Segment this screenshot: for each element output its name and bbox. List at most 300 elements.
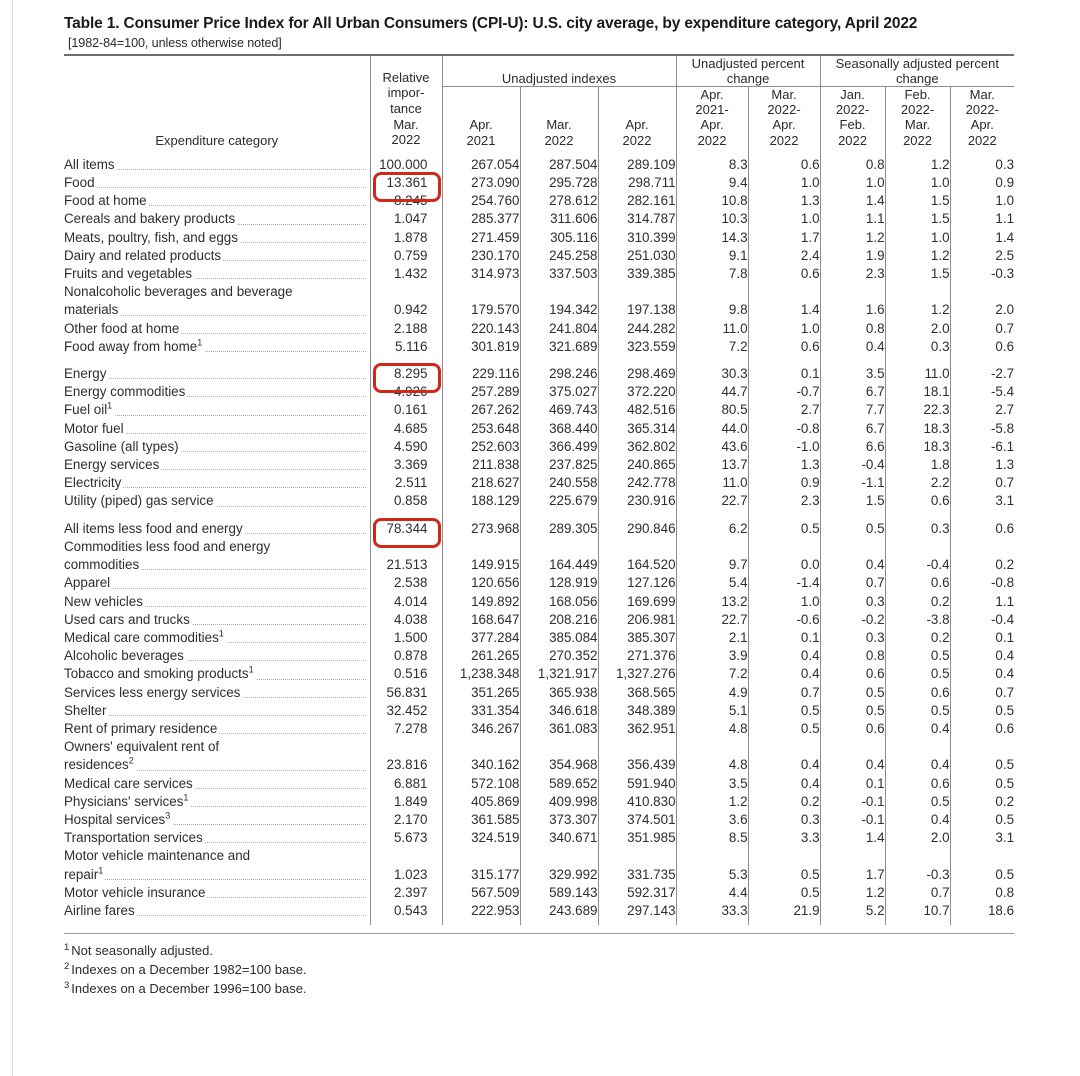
cell-value: 0.5 <box>820 702 885 720</box>
cell-value: 230.916 <box>598 492 676 510</box>
table-row <box>64 593 1014 611</box>
row-label: Meats, poultry, fish, and eggs <box>64 229 370 247</box>
table-row <box>64 793 1014 811</box>
table-row <box>64 611 1014 629</box>
cell-value: 164.520 <box>598 556 676 574</box>
cell-value: 1.5 <box>820 492 885 510</box>
row-label: Fruits and vegetables <box>64 265 370 283</box>
row-label: Other food at home <box>64 320 370 338</box>
cell-value: 0.7 <box>885 884 950 902</box>
cell-value: 290.846 <box>598 520 676 538</box>
cell-value: 361.083 <box>520 720 598 738</box>
cell-value: 4.9 <box>676 684 748 702</box>
cell-value: 361.585 <box>442 811 520 829</box>
cell-value: 1,321.917 <box>520 665 598 683</box>
cell-relative-importance: 32.452 <box>370 702 442 720</box>
row-value-empty <box>950 847 1014 865</box>
cell-relative-importance: 23.816 <box>370 756 442 774</box>
row-value-empty <box>748 847 820 865</box>
cell-value: 278.612 <box>520 192 598 210</box>
table-row <box>64 884 1014 902</box>
row-value-empty <box>885 847 950 865</box>
header-col-apr-2022 <box>598 87 676 148</box>
cell-value: 251.030 <box>598 247 676 265</box>
row-label: Food away from home$^1$ <box>64 338 370 356</box>
cell-value: 0.4 <box>995 648 1015 664</box>
cell-value: 0.3 <box>820 593 885 611</box>
row-label: Fuel oil$^1$ <box>64 401 370 419</box>
row-value-empty <box>676 847 748 865</box>
cell-value: 340.162 <box>442 756 520 774</box>
footnote-text: Not seasonally adjusted. <box>71 943 213 959</box>
cell-value: 374.501 <box>598 811 676 829</box>
cell-value: 30.3 <box>676 365 748 383</box>
cell-value: 3.3 <box>748 829 820 847</box>
ri-line-2: impor- <box>387 85 425 101</box>
row-value-empty <box>748 283 820 301</box>
cell-value: -0.4 <box>885 556 950 574</box>
row-label-line1: Owners' equivalent rent of <box>64 739 220 755</box>
table-row <box>64 574 1014 592</box>
cell-value: 315.177 <box>442 866 520 884</box>
row-value-empty <box>370 847 442 865</box>
cell-value: 9.1 <box>676 247 748 265</box>
cell-value: 1.2 <box>885 156 950 174</box>
cell-value: 0.7 <box>748 684 820 702</box>
cell-value: 164.449 <box>520 556 598 574</box>
subhead-line: Apr. <box>625 117 649 133</box>
cell-value: 271.459 <box>442 229 520 247</box>
cell-value: 3.6 <box>676 811 748 829</box>
row-label-line2: commodities <box>64 556 370 574</box>
cell-value: 254.760 <box>442 192 520 210</box>
table-row <box>64 229 1014 247</box>
cell-value: -1.4 <box>748 574 820 592</box>
cell-value: 385.084 <box>520 629 598 647</box>
cell-value: 18.3 <box>885 438 950 456</box>
cell-value: 1.4 <box>820 829 885 847</box>
cell-relative-importance: 2.170 <box>370 811 442 829</box>
row-label: Energy services <box>64 456 370 474</box>
cell-value: 0.8 <box>995 884 1015 900</box>
footnote-list <box>64 941 1016 998</box>
table-row <box>64 902 1014 920</box>
cell-relative-importance: 4.590 <box>370 438 442 456</box>
cell-value: 252.603 <box>442 438 520 456</box>
cell-value: 7.2 <box>676 338 748 356</box>
cell-value: 1.0 <box>885 229 950 247</box>
cell-value: 2.0 <box>885 320 950 338</box>
cell-value: 9.4 <box>676 174 748 192</box>
row-label-line2: residences$^2$ <box>64 756 370 774</box>
cell-value: 1.4 <box>995 229 1015 245</box>
cell-value: 1.0 <box>995 193 1015 209</box>
cell-value: 314.787 <box>598 210 676 228</box>
subhead-line: Feb. <box>904 87 931 103</box>
cell-value: 0.3 <box>995 156 1015 172</box>
cell-relative-importance: 4.038 <box>370 611 442 629</box>
cell-value: 0.4 <box>748 775 820 793</box>
footnote-text: Indexes on a December 1982=100 base. <box>71 962 307 978</box>
cell-value: 0.5 <box>995 811 1015 827</box>
cell-value: 1.6 <box>820 301 885 319</box>
cell-value: 11.0 <box>676 320 748 338</box>
cell-value: 0.2 <box>995 557 1015 573</box>
subhead-line: Mar. <box>969 87 995 103</box>
cell-value: 188.129 <box>442 492 520 510</box>
subhead-line: Mar. <box>904 117 931 133</box>
cell-value: 225.679 <box>520 492 598 510</box>
cell-value: 253.648 <box>442 420 520 438</box>
row-label: All items less food and energy <box>64 520 370 538</box>
table-row <box>64 829 1014 847</box>
cell-value: 311.606 <box>520 210 598 228</box>
cell-value: 331.735 <box>598 866 676 884</box>
row-label: Hospital services$^3$ <box>64 811 370 829</box>
cell-value: 1.2 <box>820 884 885 902</box>
cell-value: 2.0 <box>885 829 950 847</box>
cell-value: 13.7 <box>676 456 748 474</box>
cell-value: 13.2 <box>676 593 748 611</box>
cell-value: 1.5 <box>885 265 950 283</box>
cell-value: 346.267 <box>442 720 520 738</box>
row-value-empty <box>598 283 676 301</box>
subhead-line: Mar. <box>771 87 797 103</box>
footnote-marker: 2 <box>64 960 70 972</box>
cell-value: 128.919 <box>520 574 598 592</box>
cell-value: 0.4 <box>820 756 885 774</box>
row-value-empty <box>598 538 676 556</box>
cell-value: 1.3 <box>748 192 820 210</box>
cell-value: 218.627 <box>442 474 520 492</box>
cell-value: 0.5 <box>995 866 1015 882</box>
cell-value: 1.0 <box>748 174 820 192</box>
cell-value: 385.307 <box>598 629 676 647</box>
cell-value: 1.0 <box>748 593 820 611</box>
row-label: Apparel <box>64 574 370 592</box>
row-label: All items <box>64 156 370 174</box>
cell-value: 339.385 <box>598 265 676 283</box>
cell-value: 589.143 <box>520 884 598 902</box>
cell-value: 0.6 <box>748 338 820 356</box>
cell-value: 1.3 <box>748 456 820 474</box>
row-value-empty <box>442 847 520 865</box>
subhead-line: Jan. <box>840 87 865 103</box>
cell-value: 6.2 <box>676 520 748 538</box>
cell-value: 3.9 <box>676 647 748 665</box>
cell-value: -0.2 <box>820 611 885 629</box>
row-value-empty <box>748 738 820 756</box>
cell-value: 0.4 <box>995 666 1015 682</box>
ri-line-3: tance <box>390 101 422 117</box>
cell-value: 22.3 <box>885 401 950 419</box>
cell-value: 482.516 <box>598 401 676 419</box>
cell-value: 2.1 <box>676 629 748 647</box>
subhead-line: 2022 <box>697 132 727 148</box>
row-label: Energy <box>64 365 370 383</box>
table-bottom-gap <box>64 920 1014 925</box>
cell-relative-importance: 56.831 <box>370 684 442 702</box>
cell-value: 1.1 <box>995 211 1015 227</box>
header-col-jan2022-feb2022 <box>820 87 885 148</box>
cell-value: 10.7 <box>885 902 950 920</box>
cell-relative-importance: 1.500 <box>370 629 442 647</box>
cell-value: 0.8 <box>820 647 885 665</box>
header-gap-row <box>64 148 1014 156</box>
table-row <box>64 456 1014 474</box>
cell-value: 1.4 <box>820 192 885 210</box>
subhead-line: 2022 <box>622 132 652 148</box>
subhead-line: Feb. <box>839 117 866 133</box>
cell-value: 1.8 <box>885 456 950 474</box>
cell-value: 2.2 <box>885 474 950 492</box>
table-row <box>64 738 1014 756</box>
cell-value: 10.8 <box>676 192 748 210</box>
cell-value: 0.5 <box>885 647 950 665</box>
header-relative-importance <box>370 55 442 148</box>
cell-value: 0.6 <box>885 775 950 793</box>
subhead-line: 2022 <box>903 132 932 148</box>
row-value-empty <box>520 538 598 556</box>
cell-value: 243.689 <box>520 902 598 920</box>
cell-value: -0.4 <box>990 611 1015 627</box>
cell-value: 0.7 <box>995 320 1015 336</box>
cell-value: 4.8 <box>676 756 748 774</box>
subhead-line: 2022- <box>835 102 870 118</box>
cell-value: 0.3 <box>885 338 950 356</box>
cell-relative-importance: 2.397 <box>370 884 442 902</box>
row-label: Physicians' services$^1$ <box>64 793 370 811</box>
row-label: Energy commodities <box>64 383 370 401</box>
table-row <box>64 811 1014 829</box>
cell-value: 410.830 <box>598 793 676 811</box>
row-label: Motor vehicle insurance <box>64 884 370 902</box>
cell-value: 206.981 <box>598 611 676 629</box>
cell-value: 1.0 <box>748 210 820 228</box>
cell-value: 0.8 <box>820 156 885 174</box>
cell-value: 0.4 <box>748 756 820 774</box>
cell-value: 33.3 <box>676 902 748 920</box>
row-value-empty <box>370 738 442 756</box>
cell-value: 44.7 <box>676 383 748 401</box>
cell-value: 267.262 <box>442 401 520 419</box>
cell-value: 572.108 <box>442 775 520 793</box>
cell-value: 2.7 <box>748 401 820 419</box>
cell-value: 220.143 <box>442 320 520 338</box>
cell-value: 0.4 <box>885 811 950 829</box>
cell-value: 4.4 <box>676 884 748 902</box>
cell-value: 240.865 <box>598 456 676 474</box>
row-label: Electricity <box>64 474 370 492</box>
cell-value: 365.938 <box>520 684 598 702</box>
row-label-line1: Commodities less food and energy <box>64 538 271 554</box>
subhead-line: 2022- <box>767 102 801 118</box>
footnote-item <box>64 979 1016 998</box>
row-label: Services less energy services <box>64 684 370 702</box>
table-header <box>64 55 1014 148</box>
row-value-empty <box>442 738 520 756</box>
cell-value: 1.2 <box>676 793 748 811</box>
row-value-empty <box>598 847 676 865</box>
cell-value: 245.258 <box>520 247 598 265</box>
header-group-seasonally-adjusted-percent-change: Seasonally adjusted percent change <box>820 55 1014 87</box>
cell-value: 0.3 <box>885 520 950 538</box>
cell-value: 0.2 <box>748 793 820 811</box>
cell-value: 242.778 <box>598 474 676 492</box>
cell-value: 1.0 <box>748 320 820 338</box>
header-row-groups <box>64 55 1014 87</box>
cell-value: 0.5 <box>748 520 820 538</box>
cell-value: 244.282 <box>598 320 676 338</box>
cell-value: 0.4 <box>748 665 820 683</box>
cell-value: 0.0 <box>748 556 820 574</box>
table-row <box>64 847 1014 865</box>
cell-relative-importance: 1.047 <box>370 210 442 228</box>
cell-value: 324.519 <box>442 829 520 847</box>
cell-relative-importance: 4.014 <box>370 593 442 611</box>
cell-value: 2.4 <box>748 247 820 265</box>
cell-value: 1.4 <box>748 301 820 319</box>
table-row <box>64 438 1014 456</box>
cell-value: 1.2 <box>885 301 950 319</box>
cell-value: 285.377 <box>442 210 520 228</box>
cell-value: 0.6 <box>748 156 820 174</box>
cell-value: 0.4 <box>820 338 885 356</box>
cell-value: 589.652 <box>520 775 598 793</box>
cell-value: 592.317 <box>598 884 676 902</box>
cell-value: -5.4 <box>990 384 1015 400</box>
row-label-line1: Motor vehicle maintenance and <box>64 848 251 864</box>
cell-value: 301.819 <box>442 338 520 356</box>
cell-value: 2.7 <box>995 402 1015 418</box>
cell-value: 230.170 <box>442 247 520 265</box>
header-col-mar2022-apr2022-unadj <box>748 87 820 148</box>
subhead-line: Apr. <box>970 117 994 133</box>
cell-value: 3.5 <box>676 775 748 793</box>
cell-value: 0.5 <box>885 702 950 720</box>
header-col-mar-2022 <box>520 87 598 148</box>
row-label-line2: materials <box>64 301 370 319</box>
cell-relative-importance: 1.432 <box>370 265 442 283</box>
cell-value: 0.7 <box>820 574 885 592</box>
table-row <box>64 383 1014 401</box>
row-value-empty <box>442 283 520 301</box>
cell-value: 6.6 <box>820 438 885 456</box>
cell-value: 366.499 <box>520 438 598 456</box>
cell-relative-importance: 4.685 <box>370 420 442 438</box>
cell-value: 356.439 <box>598 756 676 774</box>
cell-value: 0.9 <box>995 175 1015 191</box>
cell-value: 297.143 <box>598 902 676 920</box>
cell-value: 8.5 <box>676 829 748 847</box>
cell-value: 2.3 <box>820 265 885 283</box>
cell-relative-importance: 1.023 <box>370 866 442 884</box>
row-value-empty <box>820 283 885 301</box>
table-row <box>64 665 1014 683</box>
cell-value: 11.0 <box>676 474 748 492</box>
subhead-line: 2022- <box>900 102 935 118</box>
header-col-feb2022-mar2022 <box>885 87 950 148</box>
row-value-empty <box>885 738 950 756</box>
cell-value: 372.220 <box>598 383 676 401</box>
cell-value: -1.0 <box>748 438 820 456</box>
cell-value: 0.6 <box>885 492 950 510</box>
row-label: Alcoholic beverages <box>64 647 370 665</box>
cell-value: 7.7 <box>820 401 885 419</box>
footnote-marker: 3 <box>64 979 70 991</box>
cell-value: 273.968 <box>442 520 520 538</box>
cell-value: 127.126 <box>598 574 676 592</box>
row-label: Airline fares <box>64 902 370 920</box>
cell-value: 591.940 <box>598 775 676 793</box>
cell-value: -0.8 <box>748 420 820 438</box>
table-row <box>64 156 1014 174</box>
row-label: Used cars and trucks <box>64 611 370 629</box>
footnote-item <box>64 941 1016 960</box>
cell-relative-importance: 2.188 <box>370 320 442 338</box>
cell-value: 11.0 <box>885 365 950 383</box>
header-group-unadjusted-indexes: Unadjusted indexes <box>442 55 676 87</box>
table-row <box>64 775 1014 793</box>
cell-value: 337.503 <box>520 265 598 283</box>
table-row <box>64 401 1014 419</box>
table-title: Table 1. Consumer Price Index for All Urban Consumers (CPI-U): U.S. city average, by expenditure category, April 2022 <box>64 15 918 32</box>
cell-value: -0.8 <box>990 575 1015 591</box>
table-row <box>64 301 1014 319</box>
row-value-empty <box>676 283 748 301</box>
row-label-line2: repair$^1$ <box>64 866 370 884</box>
cell-value: 1.0 <box>885 174 950 192</box>
cell-value: 5.1 <box>676 702 748 720</box>
cell-value: 0.5 <box>820 520 885 538</box>
cell-value: 0.6 <box>995 520 1015 536</box>
row-label: Tobacco and smoking products$^1$ <box>64 665 370 683</box>
table-sheet <box>64 14 1016 998</box>
cell-value: 0.5 <box>995 775 1015 791</box>
cell-value: 298.711 <box>598 174 676 192</box>
cell-value: 9.7 <box>676 556 748 574</box>
subhead-line: 2022 <box>769 132 799 148</box>
cell-value: 0.6 <box>748 265 820 283</box>
cell-value: 0.5 <box>995 757 1015 773</box>
cell-value: -6.1 <box>990 438 1015 454</box>
footnote-marker: 1 <box>64 941 70 953</box>
cpi-table <box>64 54 1014 926</box>
cell-value: 405.869 <box>442 793 520 811</box>
table-subtitle: [1982-84=100, unless otherwise noted] <box>68 35 282 50</box>
cell-value: 348.389 <box>598 702 676 720</box>
cell-value: 5.3 <box>676 866 748 884</box>
cell-value: 0.5 <box>748 866 820 884</box>
subhead-line: Mar. <box>546 117 572 133</box>
ri-line-1: Relative <box>382 69 430 85</box>
cell-relative-importance: 0.759 <box>370 247 442 265</box>
row-value-empty <box>820 847 885 865</box>
row-label: Medical care commodities$^1$ <box>64 629 370 647</box>
cell-value: 314.973 <box>442 265 520 283</box>
row-value-empty <box>520 847 598 865</box>
cell-value: 1,238.348 <box>442 665 520 683</box>
cell-value: 354.968 <box>520 756 598 774</box>
table-row <box>64 684 1014 702</box>
page-left-edge <box>12 0 13 1076</box>
cell-value: 0.6 <box>820 665 885 683</box>
cell-value: 0.7 <box>995 684 1015 700</box>
row-value-empty <box>950 738 1014 756</box>
cell-value: 169.699 <box>598 593 676 611</box>
cell-value: 0.7 <box>995 475 1015 491</box>
cell-relative-importance: 5.673 <box>370 829 442 847</box>
